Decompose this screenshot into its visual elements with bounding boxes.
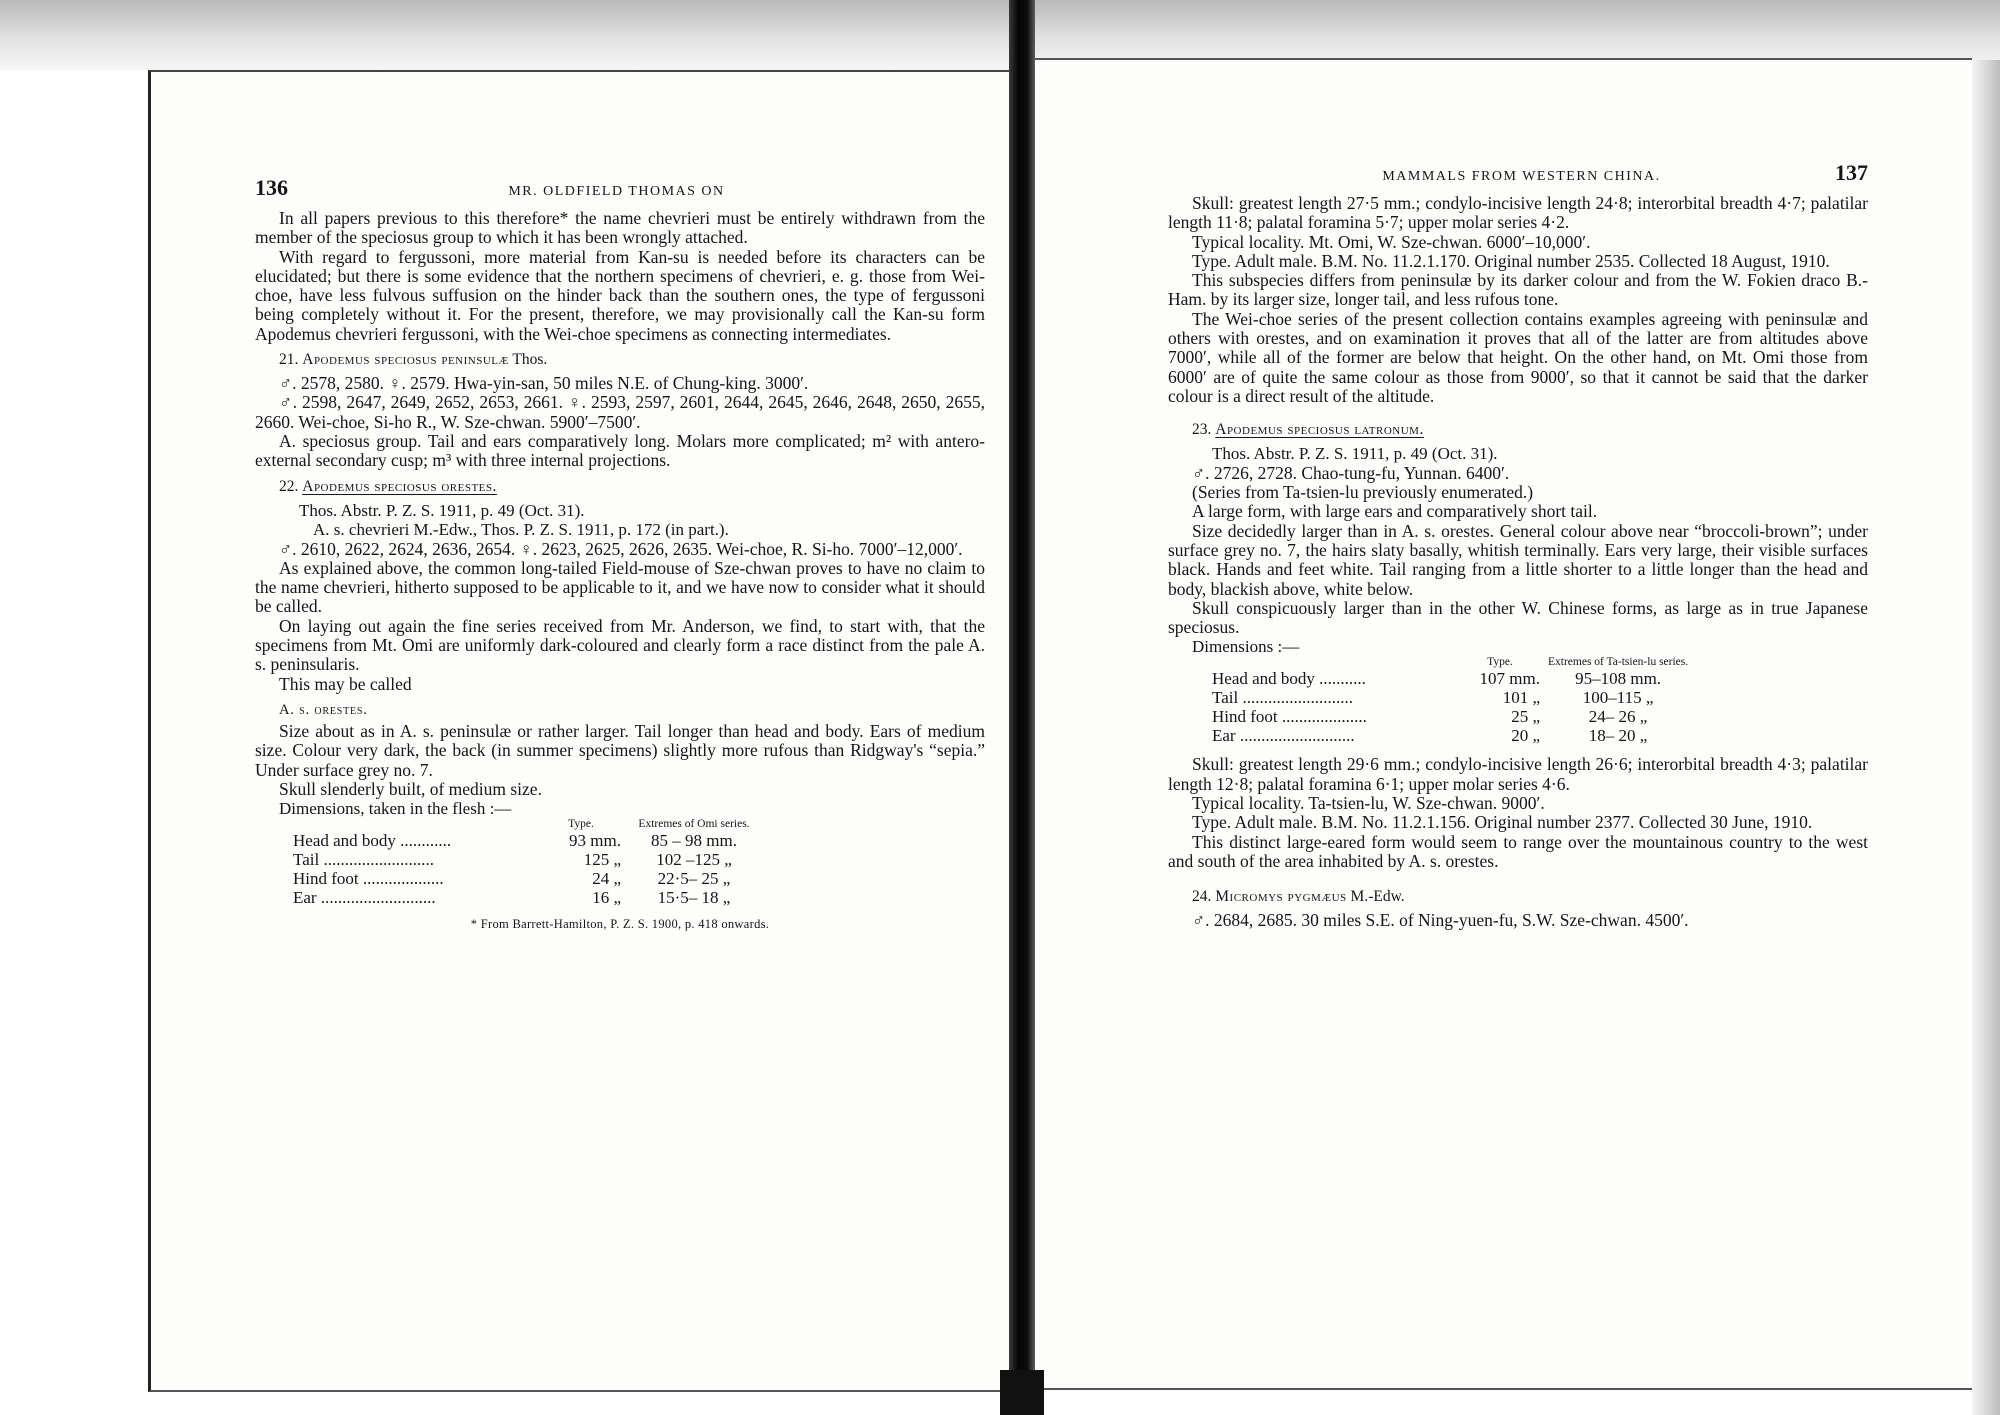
left-paragraph-2: With regard to fergussoni, more material from Kan-su is needed before its characters can be elucidated; but there is some evidence that the northern specimens of chevrieri, e. g. those from Wei-choe, have less fulvous suffusion on the hinder back than the southern ones, the type of fergussoni being completely without it. For the present, therefore, we may provisionally call the Kan-su form Apodemus chevrieri fergussoni, with the Wei-choe specimens as connecting intermediates. [255,246,985,344]
left-paragraph-1: In all papers previous to this therefore* the name chevrieri must be entirely withdrawn from the member of the speciosus group to which it has been wrongly attached. [255,208,985,248]
right-running-head [1168,160,1868,194]
left-dimensions-col-type: Type. [568,818,594,831]
section-23-heading [1168,420,1868,440]
dimension-type-value: 16 „ [592,888,621,908]
dimension-extremes-value: 24– 26 „ [1588,707,1648,727]
book-spine-foot [1000,1370,1044,1415]
dimension-label: Tail .......................... [293,850,434,870]
section-21-description: A. speciosus group. Tail and ears comparatively long. Molars more complicated; m² with antero-external secondary cusp; m³ with three internal projections. [255,430,985,471]
section-23-paragraph-1: A large form, with large ears and comparatively short tail. [1192,501,1598,522]
section-22-title: Apodemus speciosus orestes. [302,477,497,495]
dimension-extremes-value: 18– 20 „ [1588,726,1648,746]
right-dimensions-table [1212,656,1692,745]
left-dimensions-table [293,818,763,907]
section-24-author: M.-Edw. [1350,888,1405,906]
section-23-paragraph-3: Skull conspicuously larger than in the other W. Chinese forms, as large as in true Japanese speciosus. [1168,597,1868,638]
right-running-title: MAMMALS FROM WESTERN CHINA. [1382,169,1661,184]
left-dimensions-header [293,818,763,831]
left-running-head [255,175,985,209]
section-22-specimens: ♂. 2610, 2622, 2624, 2636, 2654. ♀. 2623, 2625, 2626, 2635. Wei-choe, R. Si-ho. 7000′–12,000′. [279,538,963,559]
right-paragraph-4: This subspecies differs from peninsulæ by its darker colour and from the W. Fokien draco B.-Ham. by its larger size, longer tail, and less rufous tone. [1168,270,1868,310]
right-paragraph-1: Skull: greatest length 27·5 mm.; condylo-incisive length 24·8; interorbital breadth 4·7; palatilar length 11·8; palatal foramina 5·7; upper molar series 4·2. [1168,193,1868,233]
right-dimensions-col-extremes: Extremes of Ta-tsien-lu series. [1548,656,1689,669]
table-row [1212,688,1692,707]
section-21-number: 21. [279,351,299,369]
right-dimensions-col-type: Type. [1487,656,1513,669]
dimension-extremes-value: 85 – 98 mm. [651,831,737,851]
right-typical-locality: Typical locality. Mt. Omi, W. Sze-chwan. 6000′–10,000′. [1192,231,1591,252]
table-row [293,869,763,888]
scan-right-edge [1972,60,2000,1415]
table-row [293,850,763,869]
subspecies-heading: A. s. orestes. [279,701,368,718]
left-page-number: 136 [255,175,288,200]
dimension-type-value: 24 „ [592,869,621,889]
right-type-specimen: Type. Adult male. B.M. No. 11.2.1.170. Original number 2535. Collected 18 August, 1910. [1192,250,1830,271]
dimension-extremes-value: 102 –125 „ [656,850,732,870]
left-dimensions-label: Dimensions, taken in the flesh :— [279,799,512,819]
section-22-reference-2: A. s. chevrieri M.-Edw., Thos. P. Z. S. 1911, p. 172 (in part.). [313,520,729,540]
subspecies-description: Size about as in A. s. peninsulæ or rather larger. Tail longer than head and body. Ears of medium size. Colour very dark, the back (in summer specimens) slightly more rufous than Ridgway's “sepia.” Under surface grey no. 7. [255,720,985,780]
left-page-text [255,175,985,932]
section-22-paragraph-2: On laying out again the fine series received from Mr. Anderson, we find, to start with, that the specimens from Mt. Omi are uniformly dark-coloured and clearly form a race distinct from the pale A. s. peninsularis. [255,615,985,675]
section-22-heading [255,477,985,497]
section-21-specimens-1: ♂. 2578, 2580. ♀. 2579. Hwa-yin-san, 50 miles N.E. of Chung-king. 3000′. [279,373,809,394]
table-row [293,888,763,907]
left-dimensions-col-extremes: Extremes of Omi series. [638,818,750,831]
dimension-type-value: 93 mm. [569,831,621,851]
dimension-label: Head and body ............ [293,831,452,851]
dimension-extremes-value: 15·5– 18 „ [657,888,731,908]
dimension-label: Head and body ........... [1212,669,1366,689]
section-21-title: Apodemus speciosus peninsulæ [302,351,509,369]
section-23-number: 23. [1192,421,1212,439]
section-22-number: 22. [279,477,299,495]
subspecies-skull-note: Skull slenderly built, of medium size. [279,778,542,799]
dimension-type-value: 101 „ [1502,688,1540,708]
section-24-heading [1168,887,1868,907]
dimension-type-value: 20 „ [1511,726,1540,746]
section-23-series-note: (Series from Ta-tsien-lu previously enumerated.) [1192,482,1534,503]
dimension-extremes-value: 22·5– 25 „ [657,869,731,889]
right-paragraph-5: The Wei-choe series of the present collection contains examples agreeing with peninsulæ and others with orestes, and on examination it proves that all of the latter are from altitudes above 7000′, while all of the former are below that height. On the other hand, on Mt. Omi those from 6000′ are of quite the same colour as those from 9000′, so that it cannot be said that the darker colour is a direct result of the altitude. [1168,308,1868,406]
dimension-type-value: 25 „ [1511,707,1540,727]
section-21-heading [255,350,985,370]
dimension-extremes-value: 100–115 „ [1582,688,1654,708]
dimension-label: Hind foot ................... [293,869,444,889]
right-dimensions-header [1212,656,1692,669]
dimension-label: Ear ........................... [293,888,436,908]
table-row [1212,707,1692,726]
dimension-label: Hind foot .................... [1212,707,1367,727]
section-24-number: 24. [1192,888,1212,906]
section-23-range: This distinct large-eared form would seem to range over the mountainous country to the west and south of the area inhabited by A. s. orestes. [1168,831,1868,871]
left-running-title: MR. OLDFIELD THOMAS ON [508,184,725,199]
right-dimensions-label: Dimensions :— [1192,637,1300,657]
table-row [1212,726,1692,745]
right-page-text [1168,160,1868,931]
section-23-title: Apodemus speciosus latronum. [1215,421,1424,439]
section-21-author: Thos. [512,351,548,369]
section-22-reference-1: Thos. Abstr. P. Z. S. 1911, p. 49 (Oct. 31). [299,500,585,520]
table-row [1212,669,1692,688]
dimension-type-value: 107 mm. [1479,669,1540,689]
table-row [293,831,763,850]
right-page-number: 137 [1835,160,1868,185]
section-23-skull: Skull: greatest length 29·6 mm.; condylo-incisive length 26·6; interorbital breadth 4·3; palatilar length 12·8; palatal foramina 6·1; upper molar series 4·6. [1168,754,1868,794]
book-spine [1009,0,1035,1415]
dimension-label: Tail .......................... [1212,688,1353,708]
section-23-typical-locality: Typical locality. Ta-tsien-lu, W. Sze-chwan. 9000′. [1192,793,1545,814]
dimension-extremes-value: 95–108 mm. [1575,669,1662,689]
section-23-reference: Thos. Abstr. P. Z. S. 1911, p. 49 (Oct. 31). [1212,444,1498,464]
section-22-paragraph-3: This may be called [279,673,412,694]
section-23-paragraph-2: Size decidedly larger than in A. s. orestes. General colour above near “broccoli-brown”; under surface grey no. 7, the hairs slaty basally, whitish terminally. Ears very large, their visible surfaces black. Hands and feet white. Tail ranging from a little shorter to a little longer than the head and body, blackish above, white below. [1168,520,1868,599]
section-24-specimens: ♂. 2684, 2685. 30 miles S.E. of Ning-yuen-fu, S.W. Sze-chwan. 4500′. [1192,910,1689,931]
section-21-specimens-2: ♂. 2598, 2647, 2649, 2652, 2653, 2661. ♀. 2593, 2597, 2601, 2644, 2645, 2646, 2648, 2650, 2655, 2660. Wei-choe, Si-ho R., W. Sze-chwan. 5900′–7500′. [255,392,985,432]
dimension-type-value: 125 „ [583,850,621,870]
section-23-specimens: ♂. 2726, 2728. Chao-tung-fu, Yunnan. 6400′. [1192,462,1510,483]
section-23-type-specimen: Type. Adult male. B.M. No. 11.2.1.156. Original number 2377. Collected 30 June, 1910. [1192,812,1813,833]
dimension-label: Ear ........................... [1212,726,1355,746]
section-24-title: Micromys pygmæus [1215,888,1347,906]
section-22-paragraph-1: As explained above, the common long-tailed Field-mouse of Sze-chwan proves to have no claim to the name chevrieri, hitherto supposed to be applicable to it, and we have now to consider what it should be called. [255,557,985,617]
left-footnote: * From Barrett-Hamilton, P. Z. S. 1900, p. 418 onwards. [470,917,770,932]
